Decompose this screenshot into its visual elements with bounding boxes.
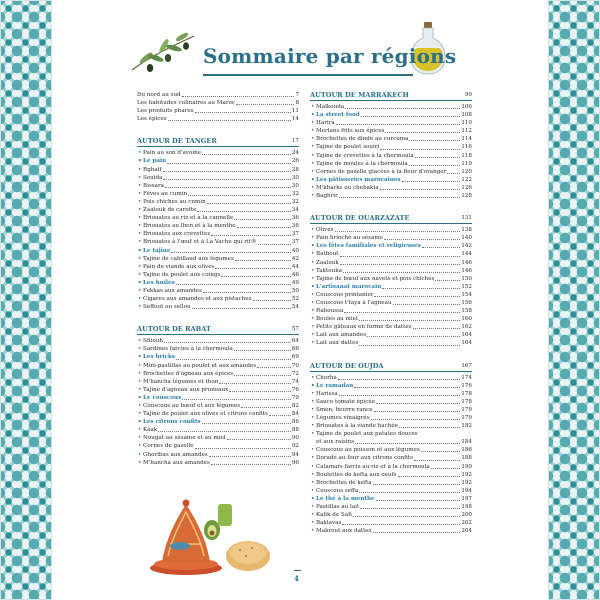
toc-entry-label: • Baghrir bbox=[310, 192, 338, 200]
toc-entry-label: • Le tajine bbox=[137, 247, 170, 255]
toc-entry-label: • Tajine de poulet aux olives et citrons confits bbox=[137, 410, 268, 418]
toc-entry-page: 66 bbox=[291, 346, 299, 353]
toc-entry-label: • Chorba bbox=[310, 374, 337, 382]
toc-recipe-entry[interactable] bbox=[310, 152, 472, 160]
toc-entry-label: • Ghoribas aux amandes bbox=[137, 451, 208, 459]
toc-entry-label: • Malkouda bbox=[310, 103, 344, 111]
toc-recipe-entry[interactable] bbox=[310, 487, 472, 495]
toc-entry-page: 28 bbox=[291, 166, 299, 173]
toc-entry-label: • Le couscous bbox=[137, 394, 181, 402]
section-marrakech bbox=[310, 91, 472, 200]
toc-entry-label: • Pois chiches au cumin bbox=[137, 198, 206, 206]
toc-recipe-entry[interactable] bbox=[310, 519, 472, 527]
toc-entry-page: 186 bbox=[461, 447, 472, 454]
toc-entry-page: 112 bbox=[461, 128, 472, 135]
toc-entry-label-cont: et aux raisins bbox=[316, 439, 355, 446]
toc-entry-label: • Sfiiouh bbox=[137, 337, 163, 345]
toc-entry-label: Les épices bbox=[137, 116, 167, 123]
toc-entry-label: • Couscous t'faya à l'agneau bbox=[310, 299, 392, 307]
toc-entry-label: • Kalik de Safi bbox=[310, 511, 352, 519]
toc-entry-page: 84 bbox=[291, 411, 299, 418]
toc-entry-page: 106 bbox=[461, 104, 472, 110]
toc-entry-page: 126 bbox=[461, 184, 472, 191]
toc-entry-page: 158 bbox=[461, 308, 472, 315]
toc-recipe-entry[interactable] bbox=[137, 378, 299, 386]
section-heading[interactable] bbox=[310, 362, 472, 372]
toc-entry-label: • Le ramadan bbox=[310, 382, 353, 390]
toc-feature-entry[interactable] bbox=[137, 353, 299, 361]
toc-entry-label: • Pain au son d'avoine bbox=[137, 149, 201, 157]
toc-entry-page: 164 bbox=[461, 332, 472, 339]
toc-entry-label: • M'hancha légumes et thon bbox=[137, 378, 218, 386]
toc-entry[interactable] bbox=[137, 115, 299, 123]
toc-entry-label: • Les huiles bbox=[137, 279, 175, 287]
toc-recipe-entry[interactable] bbox=[310, 430, 472, 438]
toc-entry-page: 64 bbox=[291, 338, 299, 345]
toc-entry-page: 202 bbox=[461, 520, 472, 527]
toc-entry-page: 140 bbox=[461, 235, 472, 242]
toc-entry-page: 11 bbox=[291, 108, 299, 115]
page-title: Sommaire par régions bbox=[203, 44, 457, 68]
toc-entry-page: 184 bbox=[461, 439, 472, 446]
left-mosaic-border bbox=[0, 0, 52, 600]
toc-entry-page: 119 bbox=[461, 160, 472, 167]
toc-entry-label: • Les bricks bbox=[137, 353, 175, 361]
toc-entry-page: 164 bbox=[461, 340, 472, 347]
toc-entry-page: 176 bbox=[461, 382, 472, 389]
toc-recipe-entry[interactable] bbox=[137, 410, 299, 418]
toc-entry-label: • Rahoussa bbox=[310, 307, 343, 315]
toc-recipe-entry[interactable] bbox=[310, 406, 472, 414]
toc-entry-page: 69 bbox=[291, 354, 299, 361]
toc-intro-list bbox=[137, 91, 299, 123]
toc-entry-label: • Baklavas bbox=[310, 519, 341, 527]
toc-entry-page: 198 bbox=[461, 504, 472, 511]
toc-feature-entry[interactable] bbox=[310, 111, 472, 119]
toc-entry-label: • Le pain bbox=[137, 157, 166, 165]
toc-recipe-entry[interactable] bbox=[137, 426, 299, 434]
toc-entry-page: 144 bbox=[461, 251, 472, 258]
toc-entry-label: • Couscous printanier bbox=[310, 291, 373, 299]
toc-recipe-entry[interactable] bbox=[310, 315, 472, 323]
toc-recipe-entry[interactable] bbox=[310, 250, 472, 258]
section-heading[interactable] bbox=[137, 137, 299, 147]
toc-recipe-entry[interactable] bbox=[310, 463, 472, 471]
section-heading-page: 131 bbox=[461, 215, 472, 222]
toc-entry-page: 146 bbox=[461, 267, 472, 274]
toc-entry-label: • Couscous au poisson et aux légumes bbox=[310, 446, 420, 454]
toc-entry-page: 26 bbox=[291, 158, 299, 165]
toc-entry-page: 200 bbox=[461, 512, 472, 519]
toc-entry-page: 96 bbox=[291, 459, 299, 466]
section-heading-page: 167 bbox=[461, 362, 472, 369]
toc-entry-page: 86 bbox=[291, 419, 299, 426]
toc-entry-page: 52 bbox=[291, 296, 299, 303]
toc-recipe-entry[interactable] bbox=[137, 386, 299, 394]
toc-recipe-entry[interactable] bbox=[310, 414, 472, 422]
toc-entry-page: 37 bbox=[291, 239, 299, 246]
toc-recipe-entry[interactable] bbox=[310, 160, 472, 168]
toc-entry-label: • Pain de viande aux olives bbox=[137, 263, 214, 271]
toc-recipe-entry[interactable] bbox=[137, 434, 299, 442]
toc-entry-label: • Rghaïf bbox=[137, 166, 162, 174]
toc-recipe-entry[interactable] bbox=[137, 182, 299, 190]
toc-entry-label: • Lait aux dattes bbox=[310, 339, 358, 347]
toc-entry-label: • Couscous au bœuf et aux légumes bbox=[137, 402, 240, 410]
toc-entry-label: • Batbout bbox=[310, 250, 339, 258]
section-heading-title: AUTOUR DE TANGER bbox=[137, 137, 217, 146]
toc-recipe-entry[interactable] bbox=[310, 143, 472, 151]
toc-entry-label: • Brochettes de dinde au curcuma bbox=[310, 135, 408, 143]
toc-feature-entry[interactable] bbox=[137, 394, 299, 402]
toc-recipe-entry[interactable] bbox=[310, 259, 472, 267]
toc-recipe-entry[interactable] bbox=[137, 271, 299, 279]
section-heading-title: AUTOUR DE MARRAKECH bbox=[310, 91, 409, 99]
toc-entry-page: 30 bbox=[291, 182, 299, 189]
toc-entry-label: • Sauce tomate épicée bbox=[310, 398, 375, 406]
toc-recipe-entry[interactable] bbox=[137, 206, 299, 214]
toc-recipe-entry[interactable] bbox=[137, 370, 299, 378]
toc-entry-label: • Lait aux amandes bbox=[310, 331, 366, 339]
toc-recipe-entry[interactable] bbox=[137, 190, 299, 198]
toc-recipe-entry[interactable] bbox=[310, 291, 472, 299]
toc-entry-label: • Zaalouk bbox=[310, 259, 339, 267]
toc-recipe-entry[interactable] bbox=[310, 323, 472, 331]
toc-entry-page: 128 bbox=[461, 193, 472, 200]
toc-recipe-entry[interactable] bbox=[310, 299, 472, 307]
toc-right-column bbox=[310, 91, 472, 535]
toc-entry-label: • Dorade au four aux citrons confits bbox=[310, 454, 413, 462]
toc-entry-page: 152 bbox=[461, 283, 472, 290]
toc-entry-label: • Briouates aux crevettes bbox=[137, 230, 210, 238]
toc-entry-label: • Taktouka bbox=[310, 267, 342, 275]
section-heading[interactable] bbox=[137, 325, 299, 335]
toc-recipe-entry[interactable] bbox=[137, 174, 299, 182]
toc-entry[interactable] bbox=[137, 107, 299, 115]
toc-entry-label: • Tajine de bœuf aux navets et pois chiches bbox=[310, 275, 434, 283]
toc-entry[interactable] bbox=[137, 99, 299, 107]
toc-entry-page: 192 bbox=[461, 479, 472, 486]
toc-entry-page: 49 bbox=[291, 279, 299, 286]
toc-recipe-entry[interactable] bbox=[137, 459, 299, 467]
toc-recipe-entry[interactable] bbox=[137, 214, 299, 222]
toc-entry-label: • M'kharks ou chebakia bbox=[310, 184, 379, 192]
toc-entry-label: • Les citrons confits bbox=[137, 418, 201, 426]
toc-entry-label: • Briouates à l'œuf et à La Vache qui rit® bbox=[137, 238, 257, 246]
toc-entry-label: • L'artisanat marocain bbox=[310, 283, 381, 291]
toc-entry-page: 90 bbox=[291, 435, 299, 442]
toc-entry-page: 76 bbox=[291, 386, 299, 393]
toc-entry-label: • Le thé à la menthe bbox=[310, 495, 375, 503]
toc-recipe-entry[interactable] bbox=[137, 295, 299, 303]
olive-branch-illustration bbox=[128, 28, 198, 78]
toc-entry-label: • La street food bbox=[310, 111, 360, 119]
page-number: 4 bbox=[294, 574, 299, 583]
toc-recipe-entry[interactable] bbox=[310, 275, 472, 283]
toc-entry-page: 194 bbox=[461, 487, 472, 494]
toc-entry-page: 42 bbox=[291, 255, 299, 262]
toc-entry-page: 32 bbox=[291, 198, 299, 205]
toc-entry-label: • Tajine de moules à la chermoula bbox=[310, 160, 408, 168]
toc-recipe-entry[interactable] bbox=[310, 119, 472, 127]
toc-entry-label: • Légumes vinaigrés bbox=[310, 414, 370, 422]
toc-recipe-entry[interactable] bbox=[310, 511, 472, 519]
section-tanger bbox=[137, 137, 299, 311]
toc-recipe-entry[interactable] bbox=[137, 149, 299, 157]
toc-entry-page: 116 bbox=[461, 144, 472, 151]
toc-entry-label: • Tajine de poulet aux coings bbox=[137, 271, 220, 279]
toc-recipe-entry[interactable] bbox=[137, 345, 299, 353]
toc-entry-page: 179 bbox=[461, 406, 472, 413]
section-heading-page: 17 bbox=[291, 138, 299, 145]
toc-entry-page: 70 bbox=[291, 362, 299, 369]
toc-recipe-entry[interactable] bbox=[310, 339, 472, 347]
toc-entry-label: • Seuida bbox=[137, 174, 162, 182]
toc-feature-entry[interactable] bbox=[310, 382, 472, 390]
toc-entry-label: • Sardines farcies à la chermoula bbox=[137, 345, 233, 353]
toc-entry-page: 150 bbox=[461, 275, 472, 282]
toc-entry-page: 40 bbox=[291, 247, 299, 254]
toc-entry-page: 118 bbox=[461, 152, 472, 159]
toc-entry-page: 50 bbox=[291, 287, 299, 294]
toc-recipe-entry[interactable] bbox=[310, 446, 472, 454]
toc-entry-page: 14 bbox=[291, 116, 299, 123]
toc-entry-page: 79 bbox=[291, 394, 299, 401]
toc-recipe-entry[interactable] bbox=[137, 402, 299, 410]
toc-entry-page: 72 bbox=[291, 370, 299, 377]
section-ouarzazate bbox=[310, 214, 472, 347]
toc-recipe-entry[interactable] bbox=[137, 442, 299, 450]
toc-entry-page: 156 bbox=[461, 299, 472, 306]
toc-entry-label: • Pain brioché au sésame bbox=[310, 234, 383, 242]
toc-recipe-entry[interactable] bbox=[310, 390, 472, 398]
toc-entry-label: • Cornes de gazelle bbox=[137, 442, 194, 450]
toc-entry-page: 36 bbox=[291, 223, 299, 230]
toc-entry-label: • Tajine de cabillaud aux légumes bbox=[137, 255, 234, 263]
toc-recipe-entry[interactable] bbox=[310, 479, 472, 487]
toc-feature-entry[interactable] bbox=[310, 242, 472, 250]
toc-entry-label: • Petits gâteaux en forme de dattes bbox=[310, 323, 412, 331]
toc-recipe-entry[interactable] bbox=[137, 255, 299, 263]
toc-entry-page: 182 bbox=[461, 423, 472, 430]
toc-entry-label: • Makrout aux dattes bbox=[310, 527, 372, 535]
toc-entry-page: 36 bbox=[291, 215, 299, 222]
section-heading[interactable] bbox=[310, 91, 472, 101]
section-heading-page: 99 bbox=[464, 92, 472, 98]
toc-entry-label: • Brochettes d'agneau aux épices bbox=[137, 370, 233, 378]
toc-entry-label: Du nord au sud bbox=[137, 92, 181, 98]
toc-entry-page: 24 bbox=[291, 150, 299, 157]
toc-entry-label: • Briouates au lben et à la menthe bbox=[137, 222, 236, 230]
toc-entry-label: • Fèves au cumin bbox=[137, 190, 187, 198]
toc-recipe-entry[interactable] bbox=[137, 238, 299, 246]
toc-entry-label: • Brochettes de kefta bbox=[310, 479, 372, 487]
toc-recipe-entry[interactable] bbox=[310, 307, 472, 315]
toc-entry-page: 192 bbox=[461, 471, 472, 478]
toc-recipe-entry[interactable] bbox=[310, 374, 472, 382]
toc-recipe-entry[interactable] bbox=[310, 103, 472, 111]
toc-entry-page: 94 bbox=[291, 451, 299, 458]
toc-recipe-entry[interactable] bbox=[310, 267, 472, 275]
toc-entry-label: • Merlans frits aux épices bbox=[310, 127, 384, 135]
toc-feature-entry[interactable] bbox=[310, 283, 472, 291]
toc-entry-label: • Couscous seffa bbox=[310, 487, 358, 495]
toc-recipe-entry[interactable] bbox=[137, 362, 299, 370]
toc-recipe-entry[interactable] bbox=[310, 135, 472, 143]
toc-entry-page: 92 bbox=[291, 443, 299, 450]
toc-entry-label: • Harissa bbox=[310, 390, 338, 398]
toc-entry-label: Les habitudes culinaires au Maroc bbox=[137, 100, 235, 107]
toc-entry-page: 7 bbox=[295, 92, 299, 98]
toc-entry-page: 88 bbox=[291, 427, 299, 434]
toc-entry-label: • Les pâtisseries marocaines bbox=[310, 176, 401, 184]
toc-entry-page: 204 bbox=[461, 528, 472, 535]
toc-entry-label: • Pastillas au lait bbox=[310, 503, 359, 511]
toc-feature-entry[interactable] bbox=[310, 176, 472, 184]
toc-recipe-entry[interactable] bbox=[310, 503, 472, 511]
toc-entry-label: • M'hancha aux amandes bbox=[137, 459, 210, 467]
toc-entry-label: • Tajine d'agneau aux pruneaux bbox=[137, 386, 228, 394]
toc-entry-page: 162 bbox=[461, 324, 472, 331]
toc-entry[interactable] bbox=[137, 91, 299, 99]
toc-entry-page: 54 bbox=[291, 304, 299, 311]
toc-recipe-entry[interactable] bbox=[310, 422, 472, 430]
toc-entry-page: 122 bbox=[461, 176, 472, 183]
toc-entry-label: • Calamars farcis au riz et à la chermoula bbox=[310, 463, 430, 471]
toc-entry-page: 34 bbox=[291, 207, 299, 214]
toc-entry-page: 190 bbox=[461, 463, 472, 470]
toc-recipe-entry[interactable] bbox=[310, 168, 472, 176]
toc-recipe-entry[interactable] bbox=[310, 471, 472, 479]
toc-recipe-entry[interactable] bbox=[137, 451, 299, 459]
toc-feature-entry[interactable] bbox=[137, 247, 299, 255]
toc-recipe-entry[interactable] bbox=[310, 226, 472, 234]
toc-entry-label: • Nougat au sésame et au miel bbox=[137, 434, 226, 442]
section-rabat bbox=[137, 325, 299, 467]
toc-entry-label: • Smen, beurre rance bbox=[310, 406, 373, 414]
section-heading-page: 57 bbox=[291, 326, 299, 333]
toc-recipe-entry[interactable] bbox=[310, 127, 472, 135]
right-mosaic-border bbox=[548, 0, 600, 600]
toc-entry-page: 44 bbox=[291, 263, 299, 270]
toc-entry-page: 138 bbox=[461, 227, 472, 234]
toc-entry-page: 108 bbox=[461, 112, 472, 119]
toc-entry-page: 197 bbox=[461, 495, 472, 502]
toc-entry-page: 142 bbox=[461, 243, 472, 250]
toc-entry-page: 179 bbox=[461, 415, 472, 421]
toc-recipe-entry[interactable] bbox=[310, 234, 472, 242]
title-underline bbox=[203, 74, 413, 76]
toc-entry-label: • Seffout ou sellou bbox=[137, 303, 191, 311]
toc-entry-label: • Zaalouk de carotte bbox=[137, 206, 196, 214]
toc-recipe-entry[interactable] bbox=[137, 198, 299, 206]
toc-recipe-entry[interactable] bbox=[137, 166, 299, 174]
section-heading-title: AUTOUR DE RABAT bbox=[137, 325, 211, 334]
toc-entry-label: • Briouates à la viande hachée bbox=[310, 422, 398, 430]
toc-entry-label: • Tajine de poulet aux patates douces bbox=[310, 430, 418, 438]
toc-recipe-entry[interactable] bbox=[137, 303, 299, 311]
toc-entry-label: • Harira bbox=[310, 119, 335, 127]
toc-recipe-entry[interactable] bbox=[310, 184, 472, 192]
toc-entry-page: 154 bbox=[461, 291, 472, 298]
toc-recipe-entry[interactable] bbox=[137, 287, 299, 295]
tajine-food-illustration bbox=[140, 498, 275, 578]
toc-recipe-entry[interactable] bbox=[310, 331, 472, 339]
toc-recipe-entry[interactable] bbox=[137, 337, 299, 345]
toc-recipe-entry-continued[interactable] bbox=[310, 438, 472, 446]
toc-entry-page: 174 bbox=[461, 374, 472, 381]
toc-entry-label: • Les fêtes familiales et religieuses bbox=[310, 242, 421, 250]
toc-entry-page: 178 bbox=[461, 398, 472, 405]
section-heading[interactable] bbox=[310, 214, 472, 224]
toc-entry-label: • Cornes de gazelle glacées à la fleur d'oranger bbox=[310, 168, 446, 176]
toc-entry-label: • Boules au miel bbox=[310, 315, 358, 323]
toc-recipe-entry[interactable] bbox=[310, 192, 472, 200]
toc-entry-label: • Bissara bbox=[137, 182, 164, 190]
toc-entry-page: 120 bbox=[461, 168, 472, 175]
toc-feature-entry[interactable] bbox=[310, 495, 472, 503]
toc-feature-entry[interactable] bbox=[137, 157, 299, 165]
toc-entry-page: 74 bbox=[291, 378, 299, 385]
toc-entry-page: 32 bbox=[291, 190, 299, 197]
toc-feature-entry[interactable] bbox=[137, 279, 299, 287]
toc-entry-page: 114 bbox=[461, 136, 472, 143]
section-oujda bbox=[310, 362, 472, 536]
toc-entry-label: • Cigares aux amandes et aux pistaches bbox=[137, 295, 252, 303]
toc-recipe-entry[interactable] bbox=[310, 527, 472, 535]
toc-entry-page: 37 bbox=[291, 231, 299, 238]
section-heading-title: AUTOUR DE OUJDA bbox=[310, 361, 384, 370]
toc-recipe-entry[interactable] bbox=[137, 222, 299, 230]
toc-entry-page: 146 bbox=[461, 259, 472, 266]
toc-entry-page: 110 bbox=[461, 120, 472, 127]
toc-entry-label: • Fekkas aux amandes bbox=[137, 287, 202, 295]
toc-entry-label: • Kâak bbox=[137, 426, 157, 434]
toc-entry-label: • Briouates au riz et à la cannelle bbox=[137, 214, 233, 222]
toc-entry-label: Les produits phares bbox=[137, 108, 194, 115]
toc-entry-page: 188 bbox=[461, 455, 472, 462]
toc-entry-label: • Mini-pastillas au poulet et aux amandes bbox=[137, 362, 256, 370]
toc-entry-label: • Olives bbox=[310, 226, 334, 234]
toc-entry-page: 8 bbox=[295, 100, 299, 107]
toc-entry-page: 160 bbox=[461, 316, 472, 323]
toc-recipe-entry[interactable] bbox=[310, 398, 472, 406]
toc-entry-label: • Tajine de poulet souiri bbox=[310, 143, 379, 151]
toc-recipe-entry[interactable] bbox=[137, 230, 299, 238]
toc-recipe-entry[interactable] bbox=[137, 263, 299, 271]
toc-entry-page: 178 bbox=[461, 390, 472, 397]
toc-entry-page: 46 bbox=[291, 271, 299, 278]
toc-entry-label: • Boulettes de kefta aux oeufs bbox=[310, 471, 397, 479]
toc-entry-label: • Tajine de crevettes à la chermoula bbox=[310, 152, 414, 160]
toc-left-column bbox=[137, 91, 299, 467]
toc-entry-page: 30 bbox=[291, 174, 299, 181]
toc-feature-entry[interactable] bbox=[137, 418, 299, 426]
toc-entry-page: 82 bbox=[291, 403, 299, 409]
toc-recipe-entry[interactable] bbox=[310, 454, 472, 462]
section-heading-title: AUTOUR DE OUARZAZATE bbox=[310, 214, 410, 223]
